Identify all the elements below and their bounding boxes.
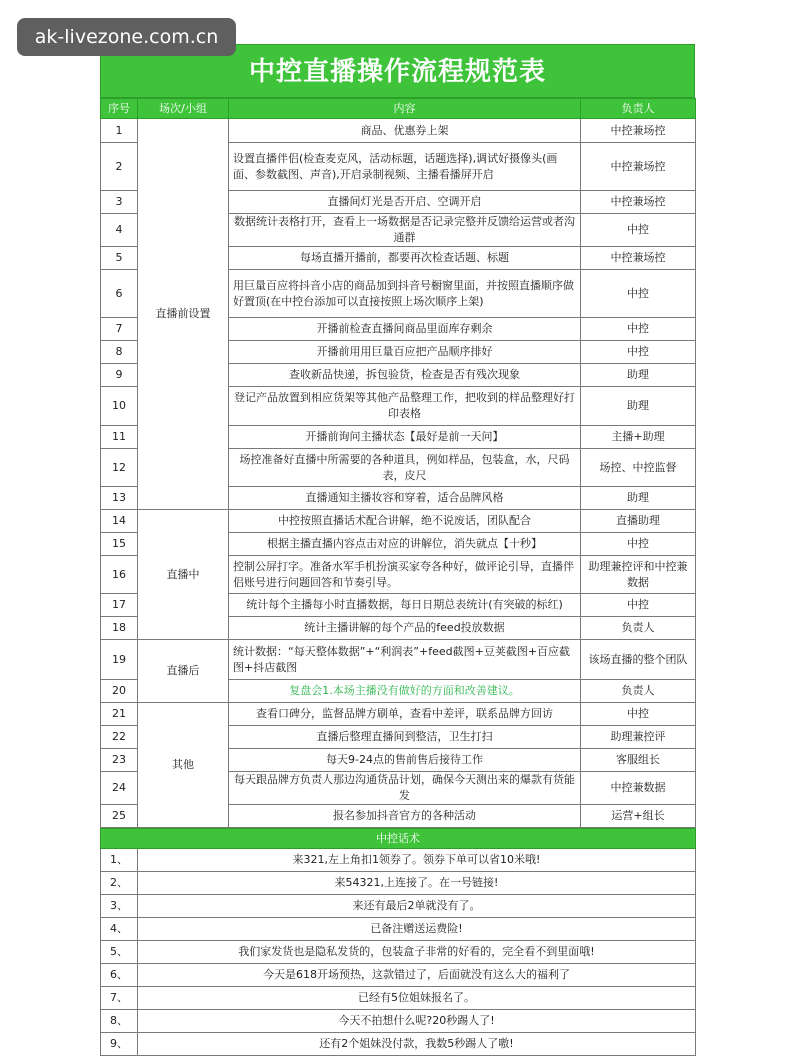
row-content: 每天9-24点的售前售后接待工作 bbox=[229, 749, 581, 772]
script-row bbox=[101, 895, 696, 918]
row-content: 场控准备好直播中所需要的各种道具，例如样品，包装盒，水，尺码表，皮尺 bbox=[229, 449, 581, 487]
row-no: 1 bbox=[101, 119, 138, 143]
process-table bbox=[100, 98, 696, 828]
header-content: 内容 bbox=[229, 99, 581, 119]
row-owner: 负责人 bbox=[581, 680, 696, 703]
table-row bbox=[101, 119, 696, 143]
script-row bbox=[101, 964, 696, 987]
row-owner: 中控 bbox=[581, 594, 696, 617]
row-content: 开播前检查直播间商品里面库存剩余 bbox=[229, 318, 581, 341]
row-content: 开播前询问主播状态【最好是前一天问】 bbox=[229, 426, 581, 449]
row-no: 23 bbox=[101, 749, 138, 772]
script-row bbox=[101, 987, 696, 1010]
script-no: 9、 bbox=[101, 1033, 138, 1056]
row-content: 每场直播开播前，都要再次检查话题、标题 bbox=[229, 247, 581, 270]
row-no: 15 bbox=[101, 533, 138, 556]
script-no: 2、 bbox=[101, 872, 138, 895]
row-no: 5 bbox=[101, 247, 138, 270]
script-no: 4、 bbox=[101, 918, 138, 941]
script-text: 还有2个姐妹没付款，我数5秒踢人了嗷! bbox=[138, 1033, 696, 1056]
row-content: 直播间灯光是否开启、空调开启 bbox=[229, 191, 581, 214]
row-content: 设置直播伴侣(检查麦克风，活动标题，话题选择),调试好摄像头(画面、参数截图、声音),开启录制视频、主播看播屏开启 bbox=[229, 143, 581, 191]
row-content: 每天跟品牌方负责人那边沟通货品计划，确保今天测出来的爆款有货能发 bbox=[229, 772, 581, 805]
row-owner: 负责人 bbox=[581, 617, 696, 640]
row-content: 数据统计表格打开，查看上一场数据是否记录完整并反馈给运营或者沟通群 bbox=[229, 214, 581, 247]
script-text: 来321,左上角扣1领券了。领券下单可以省10米哦! bbox=[138, 849, 696, 872]
row-owner: 中控兼场控 bbox=[581, 247, 696, 270]
script-text: 来还有最后2单就没有了。 bbox=[138, 895, 696, 918]
row-content: 控制公屏打字。准备水军手机扮演买家夸各种好，做评论引导，直播伴侣账号进行问题回答和节奏引导。 bbox=[229, 556, 581, 594]
process-sheet bbox=[100, 44, 695, 1056]
row-no: 22 bbox=[101, 726, 138, 749]
row-content: 报名参加抖音官方的各种活动 bbox=[229, 805, 581, 828]
script-no: 7、 bbox=[101, 987, 138, 1010]
script-text: 今天是618开场预热，这款错过了，后面就没有这么大的福利了 bbox=[138, 964, 696, 987]
table-row bbox=[101, 640, 696, 680]
row-no: 6 bbox=[101, 270, 138, 318]
row-owner: 场控、中控监督 bbox=[581, 449, 696, 487]
row-no: 25 bbox=[101, 805, 138, 828]
row-owner: 中控兼场控 bbox=[581, 191, 696, 214]
row-owner: 助理兼控评 bbox=[581, 726, 696, 749]
sheet-title: 中控直播操作流程规范表 bbox=[100, 44, 695, 98]
script-text: 今天不拍想什么呢?20秒踢人了! bbox=[138, 1010, 696, 1033]
header-no: 序号 bbox=[101, 99, 138, 119]
script-row bbox=[101, 849, 696, 872]
row-content: 商品、优惠券上架 bbox=[229, 119, 581, 143]
script-text: 来54321,上连接了。在一号链接! bbox=[138, 872, 696, 895]
header-owner: 负责人 bbox=[581, 99, 696, 119]
row-owner: 中控兼场控 bbox=[581, 119, 696, 143]
script-no: 3、 bbox=[101, 895, 138, 918]
row-no: 3 bbox=[101, 191, 138, 214]
row-no: 13 bbox=[101, 487, 138, 510]
row-content: 直播后整理直播间到整洁，卫生打扫 bbox=[229, 726, 581, 749]
row-owner: 该场直播的整个团队 bbox=[581, 640, 696, 680]
row-owner: 中控兼场控 bbox=[581, 143, 696, 191]
row-owner: 助理 bbox=[581, 387, 696, 426]
row-owner: 中控 bbox=[581, 214, 696, 247]
script-text: 我们家发货也是隐私发货的，包装盒子非常的好看的，完全看不到里面哦! bbox=[138, 941, 696, 964]
row-owner: 运营+组长 bbox=[581, 805, 696, 828]
script-no: 5、 bbox=[101, 941, 138, 964]
row-content: 中控按照直播话术配合讲解，绝不说废话，团队配合 bbox=[229, 510, 581, 533]
row-owner: 中控 bbox=[581, 318, 696, 341]
group-label-other: 其他 bbox=[138, 703, 229, 828]
row-content: 统计主播讲解的每个产品的feed投放数据 bbox=[229, 617, 581, 640]
section-header-row bbox=[101, 829, 696, 849]
section-title: 中控话术 bbox=[101, 829, 696, 849]
group-label-pre-live: 直播前设置 bbox=[138, 119, 229, 510]
script-text: 已经有5位姐妹报名了。 bbox=[138, 987, 696, 1010]
row-owner: 中控 bbox=[581, 341, 696, 364]
group-label-post-live: 直播后 bbox=[138, 640, 229, 703]
script-no: 1、 bbox=[101, 849, 138, 872]
row-no: 18 bbox=[101, 617, 138, 640]
row-content: 查收新品快递，拆包验货，检查是否有残次现象 bbox=[229, 364, 581, 387]
row-no: 21 bbox=[101, 703, 138, 726]
row-owner: 中控 bbox=[581, 270, 696, 318]
row-owner: 中控兼数据 bbox=[581, 772, 696, 805]
script-table bbox=[100, 828, 696, 1056]
row-no: 24 bbox=[101, 772, 138, 805]
row-owner: 助理兼控评和中控兼数据 bbox=[581, 556, 696, 594]
row-no: 8 bbox=[101, 341, 138, 364]
table-row bbox=[101, 510, 696, 533]
script-no: 8、 bbox=[101, 1010, 138, 1033]
row-content: 根据主播直播内容点击对应的讲解位，消失就点【十秒】 bbox=[229, 533, 581, 556]
row-no: 14 bbox=[101, 510, 138, 533]
group-label-live: 直播中 bbox=[138, 510, 229, 640]
row-no: 10 bbox=[101, 387, 138, 426]
row-no: 12 bbox=[101, 449, 138, 487]
script-no: 6、 bbox=[101, 964, 138, 987]
row-content: 统计每个主播每小时直播数据，每日日期总表统计(有突破的标红) bbox=[229, 594, 581, 617]
row-content: 用巨量百应将抖音小店的商品加到抖音号橱窗里面，并按照直播顺序做好置顶(在中控台添加可以直接按照上场次顺序上架) bbox=[229, 270, 581, 318]
script-row bbox=[101, 872, 696, 895]
row-owner: 客服组长 bbox=[581, 749, 696, 772]
row-no: 2 bbox=[101, 143, 138, 191]
script-text: 已备注赠送运费险! bbox=[138, 918, 696, 941]
row-owner: 助理 bbox=[581, 487, 696, 510]
row-content: 开播前用用巨量百应把产品顺序排好 bbox=[229, 341, 581, 364]
row-no: 19 bbox=[101, 640, 138, 680]
row-content: 统计数据：“每天整体数据”+“利润表”+feed截图+豆荚截图+百应截图+抖店截图 bbox=[229, 640, 581, 680]
row-no: 4 bbox=[101, 214, 138, 247]
row-content: 复盘会1.本场主播没有做好的方面和改善建议。 bbox=[229, 680, 581, 703]
script-row bbox=[101, 1033, 696, 1056]
table-header-row bbox=[101, 99, 696, 119]
script-row bbox=[101, 918, 696, 941]
script-row bbox=[101, 941, 696, 964]
row-owner: 助理 bbox=[581, 364, 696, 387]
table-row bbox=[101, 703, 696, 726]
row-content: 查看口碑分，监督品牌方刷单，查看中差评，联系品牌方回访 bbox=[229, 703, 581, 726]
row-no: 9 bbox=[101, 364, 138, 387]
row-owner: 直播助理 bbox=[581, 510, 696, 533]
row-owner: 中控 bbox=[581, 533, 696, 556]
row-content: 登记产品放置到相应货架等其他产品整理工作，把收到的样品整理好打印表格 bbox=[229, 387, 581, 426]
header-group: 场次/小组 bbox=[138, 99, 229, 119]
row-owner: 中控 bbox=[581, 703, 696, 726]
row-no: 7 bbox=[101, 318, 138, 341]
row-no: 20 bbox=[101, 680, 138, 703]
script-row bbox=[101, 1010, 696, 1033]
row-no: 11 bbox=[101, 426, 138, 449]
watermark: ak-livezone.com.cn bbox=[17, 18, 236, 56]
row-owner: 主播+助理 bbox=[581, 426, 696, 449]
row-no: 16 bbox=[101, 556, 138, 594]
row-content: 直播通知主播妆容和穿着，适合品牌风格 bbox=[229, 487, 581, 510]
row-no: 17 bbox=[101, 594, 138, 617]
